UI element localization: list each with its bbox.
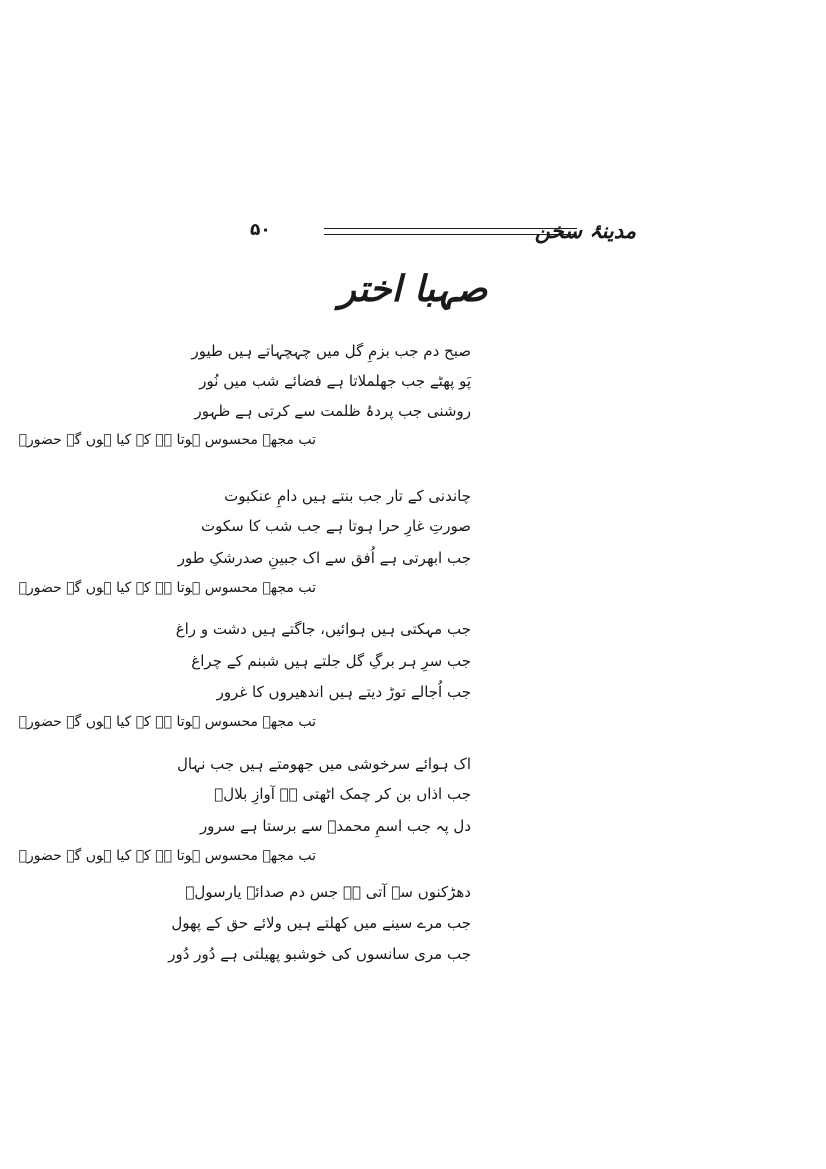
verse-line: جب مہکتی ہیں ہوائیں، جاگتے ہیں دشت و راغ: [175, 620, 471, 638]
verse-line: جب مری سانسوں کی خوشبو پھیلتی ہے دُور دُور: [168, 945, 471, 963]
verse-line: اک ہوائے سرخوشی میں جھومتے ہیں جب نہال: [176, 755, 471, 773]
poet-name: صہبا اختر: [338, 268, 488, 310]
verse-line: جب ابھرتی ہے اُفق سے اک جبینِ صدرشکِ طور: [177, 549, 471, 567]
page-number: ۵۰: [250, 220, 271, 240]
verse-line: دھڑکنوں سے آتی ہے جس دم صدائے یارسولؐ: [185, 883, 471, 901]
verse-line: دل پہ جب اسمِ محمدؐ سے برستا ہے سرور: [199, 817, 471, 835]
verse-line: چاندنی کے تار جب بنتے ہیں دامِ عنکبوت: [224, 487, 471, 505]
refrain-line: تب مجھے محسوس ہوتا ہے کہ کیا ہوں گے حضورؐ: [18, 580, 316, 596]
refrain-line: تب مجھے محسوس ہوتا ہے کہ کیا ہوں گے حضورؐ: [18, 714, 316, 730]
verse-line: جب اذاں بن کر چمک اٹھتی ہے آوازِ بلالؓ: [214, 785, 471, 803]
verse-line: روشنی جب پردۂ ظلمت سے کرتی ہے ظہور: [194, 402, 471, 420]
verse-line: صبح دم جب بزمِ گل میں چہچہاتے ہیں طیور: [191, 342, 471, 360]
refrain-line: تب مجھے محسوس ہوتا ہے کہ کیا ہوں گے حضورؐ: [18, 848, 316, 864]
refrain-line: تب مجھے محسوس ہوتا ہے کہ کیا ہوں گے حضورؐ: [18, 432, 316, 448]
verse-line: صورتِ غارِ حرا ہوتا ہے جب شب کا سکوت: [201, 517, 471, 535]
verse-line: جب اُجالے توڑ دیتے ہیں اندھیروں کا غرور: [216, 683, 471, 701]
verse-line: پَو پھٹے جب جھلملاتا ہے فضائے شب میں نُور: [199, 372, 471, 390]
verse-line: جب سرِ ہر برگِ گل جلتے ہیں شبنم کے چراغ: [191, 652, 471, 670]
verse-line: جب مرے سینے میں کھلتے ہیں ولائے حق کے پھول: [171, 914, 471, 932]
running-header-title: مدینۂ سخن: [534, 218, 636, 243]
